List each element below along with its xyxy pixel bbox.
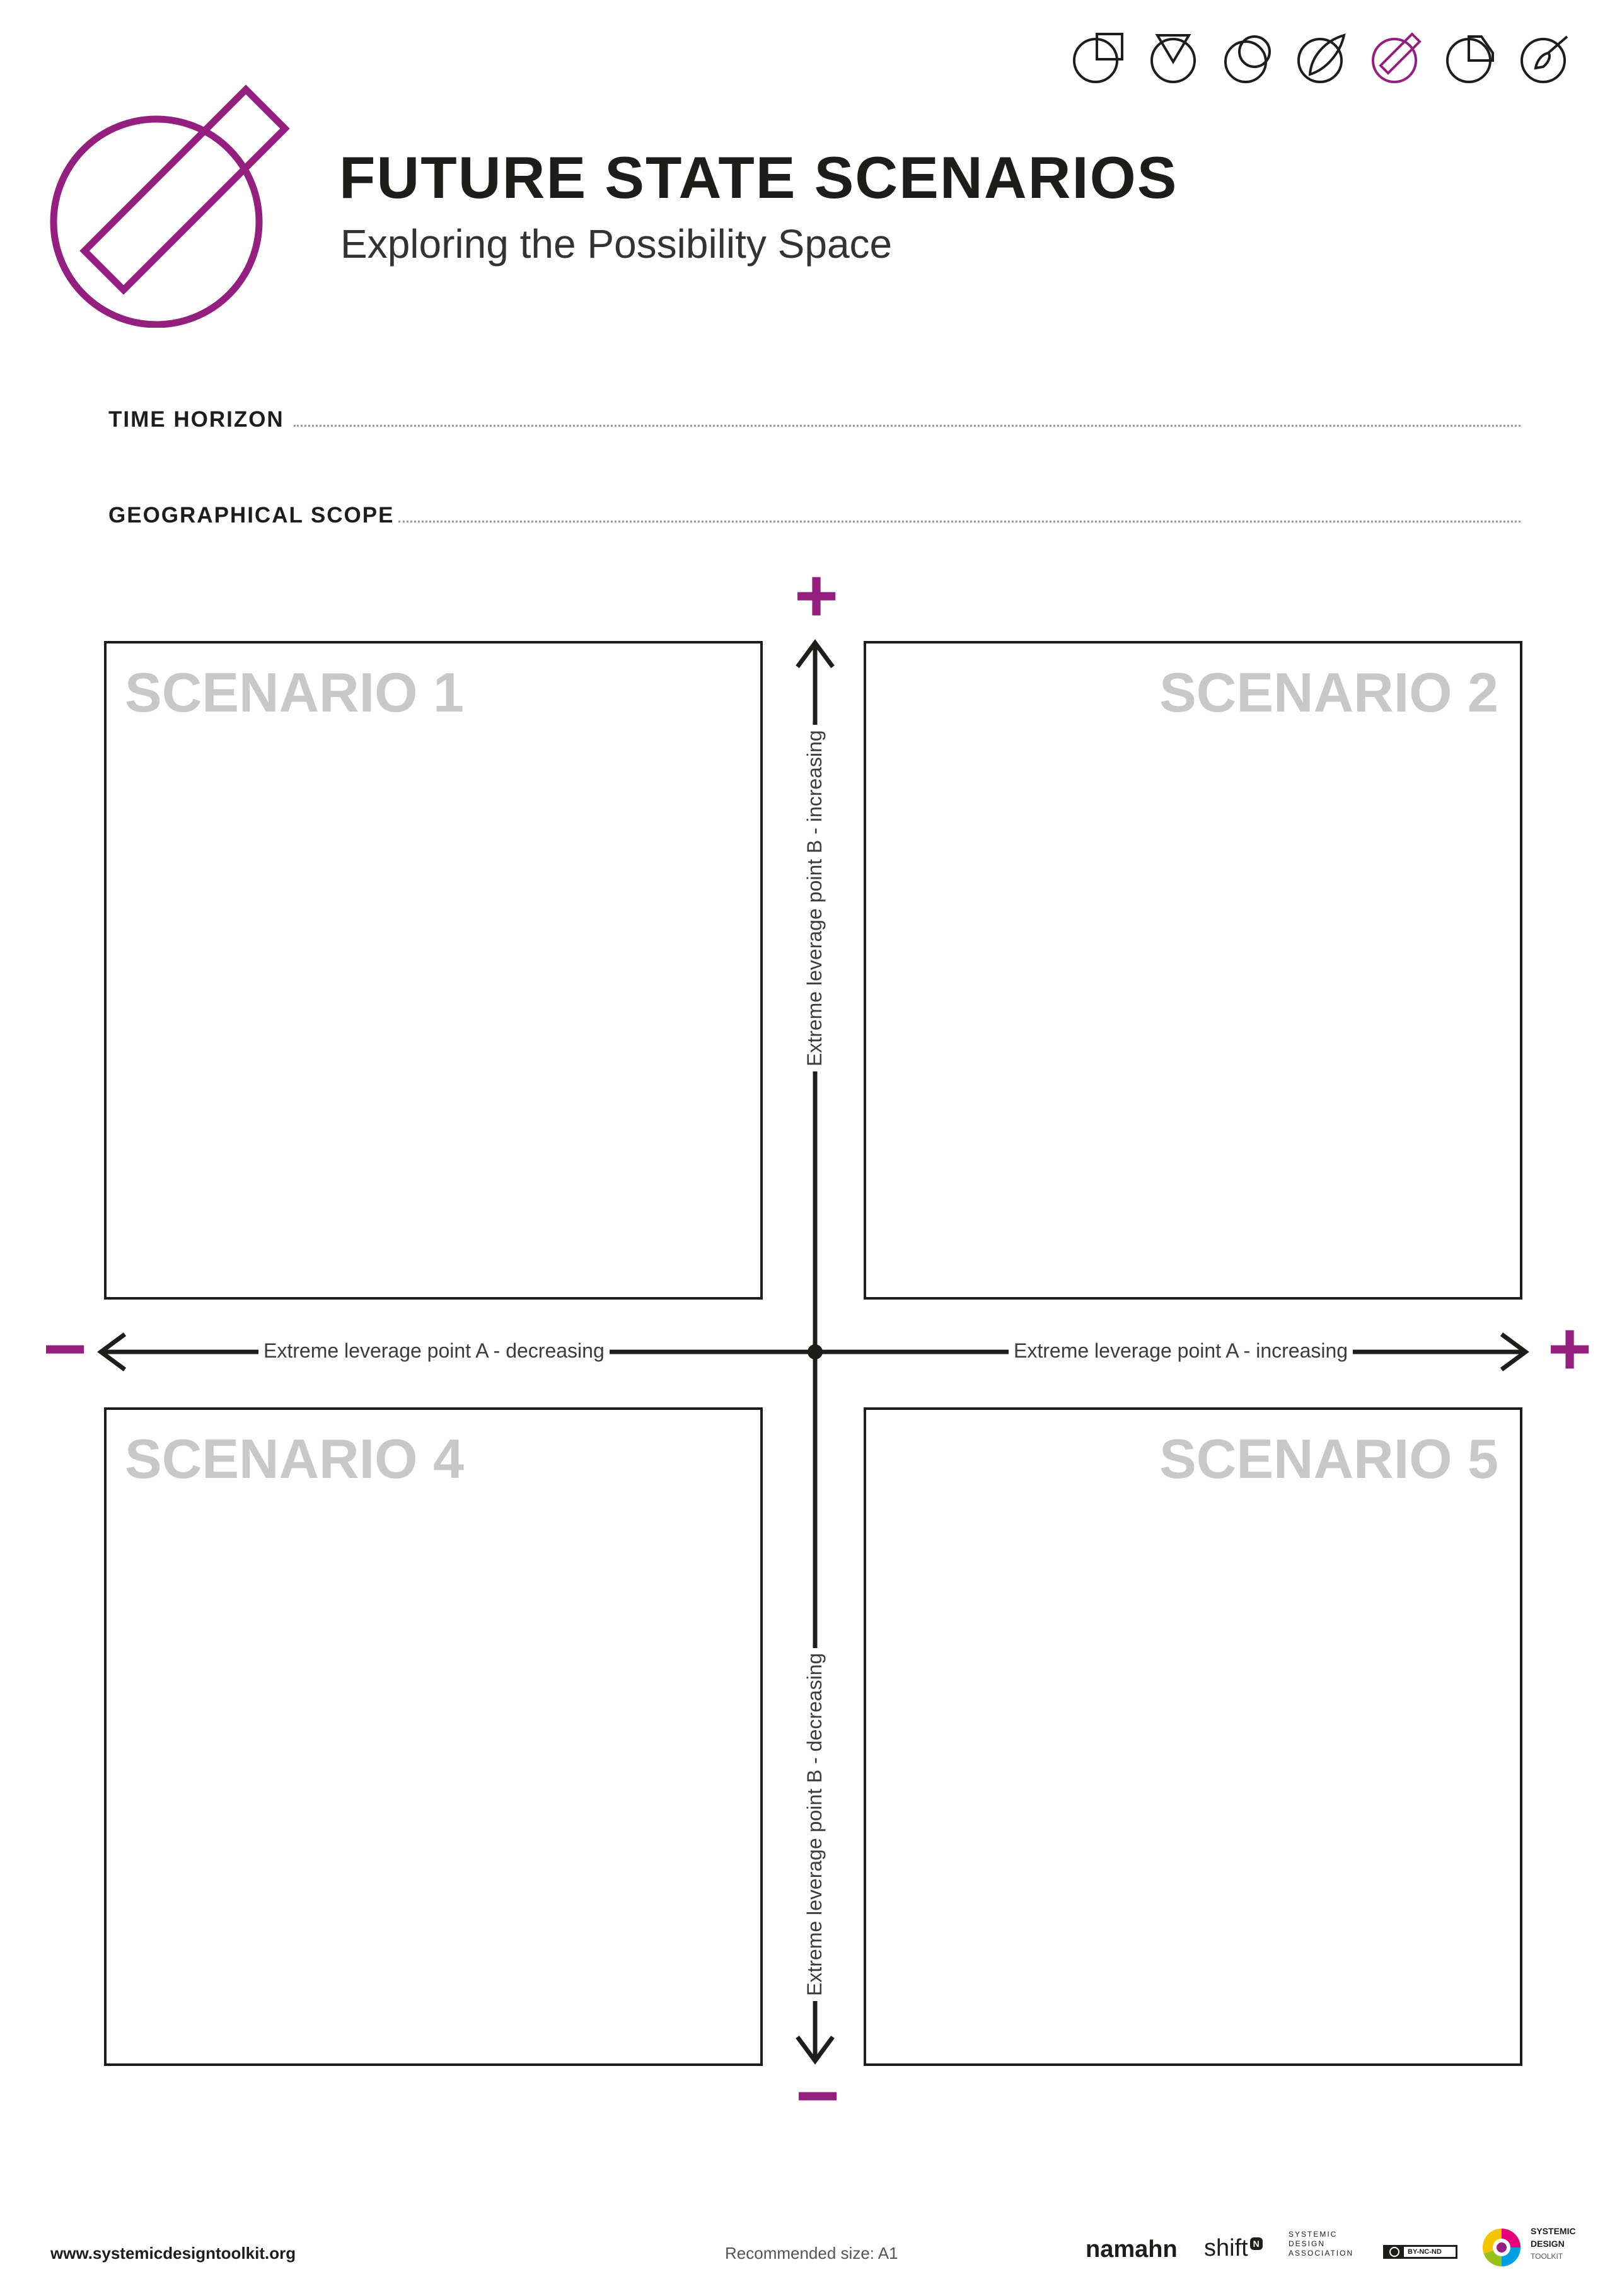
sda-line-2: DESIGN: [1289, 2239, 1326, 2248]
footer-website-link[interactable]: www.systemicdesigntoolkit.org: [50, 2244, 296, 2263]
time-horizon-label: TIME HORIZON: [108, 407, 284, 432]
axis-b-increasing-label: Extreme leverage point B - increasing: [803, 725, 826, 1071]
sda-line-3: ASSOCIATION: [1289, 2249, 1354, 2258]
cc-license-badge: [1383, 2245, 1457, 2259]
systemic-design-association-logo: [1289, 2230, 1353, 2258]
page-subtitle: Exploring the Possibility Space: [340, 221, 893, 267]
axis-b-minus-sign: −: [796, 2053, 840, 2138]
axis-a-increasing-label: Extreme leverage point A - increasing: [1009, 1339, 1353, 1363]
systemic-design-toolkit-logo-icon: [1480, 2226, 1523, 2269]
systemic-design-toolkit-wordmark: [1531, 2225, 1576, 2263]
cc-icon: [1385, 2247, 1404, 2257]
footer-recommended-size: Recommended size: A1: [725, 2244, 898, 2263]
axis-b-decreasing-label: Extreme leverage point B - decreasing: [803, 1648, 826, 2001]
cc-license-text: BY-NC-ND: [1408, 2248, 1442, 2256]
scenario-5-title: SCENARIO 5: [1159, 1428, 1498, 1490]
axis-a-decreasing-label: Extreme leverage point A - decreasing: [258, 1339, 610, 1363]
sda-line-1: SYSTEMIC: [1289, 2230, 1338, 2239]
page-title: FUTURE STATE SCENARIOS: [339, 144, 1178, 211]
shift-n-logo: [1204, 2235, 1263, 2262]
axis-a-plus-sign: +: [1548, 1307, 1592, 1391]
toolkit-line-2: DESIGN: [1531, 2239, 1565, 2249]
geographical-scope-label: GEOGRAPHICAL SCOPE: [108, 503, 395, 528]
axis-a-minus-sign: −: [43, 1307, 88, 1391]
scenario-1-title: SCENARIO 1: [125, 661, 464, 724]
scenario-2-title: SCENARIO 2: [1159, 661, 1498, 724]
toolkit-line-1: SYSTEMIC: [1531, 2226, 1576, 2236]
axis-b-plus-sign: +: [794, 553, 839, 638]
shift-logo-text: shift: [1204, 2235, 1248, 2261]
namahn-logo: namahn: [1086, 2236, 1178, 2263]
toolkit-line-3: TOOLKIT: [1531, 2252, 1563, 2261]
scenario-4-title: SCENARIO 4: [125, 1428, 464, 1490]
shift-superscript: N: [1250, 2237, 1263, 2250]
